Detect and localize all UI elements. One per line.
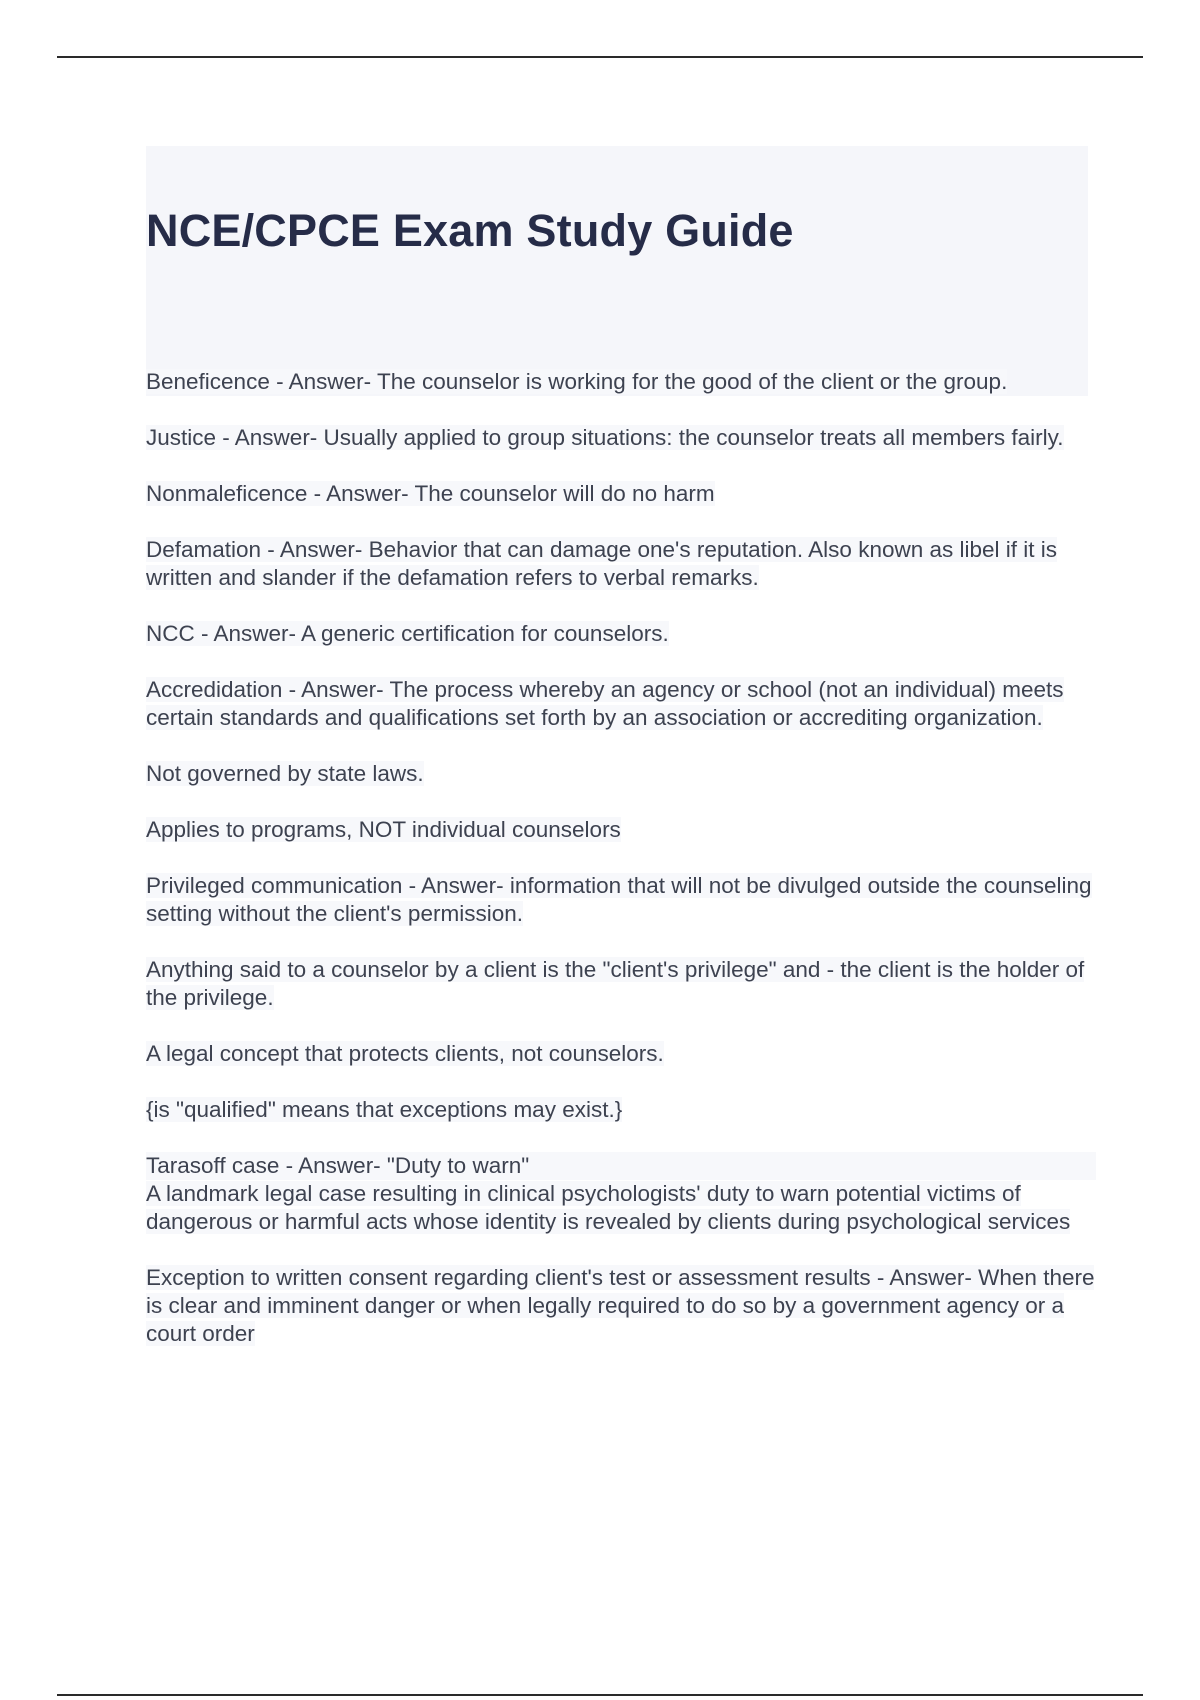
title-band [146,146,1088,396]
entry-applies-to-programs [146,816,1096,844]
entry-text: Accredidation - Answer- The process whereby an agency or school (not an individual) meets certain standards and qualifications set forth by an association or accrediting organization. [146,677,1064,730]
entry-tarasoff [146,1152,1096,1236]
entry-text: Applies to programs, NOT individual counselors [146,817,621,842]
entry-beneficence [146,368,1096,396]
entry-text: Privileged communication - Answer- information that will not be divulged outside the counseling setting without the client's permission. [146,873,1092,926]
entry-qualified [146,1096,1096,1124]
page-title: NCE/CPCE Exam Study Guide [146,205,794,256]
entry-text: Justice - Answer- Usually applied to group situations: the counselor treats all members fairly. [146,425,1064,450]
entry-defamation [146,536,1096,592]
bottom-divider [57,1694,1143,1696]
entry-text: Exception to written consent regarding client's test or assessment results - Answer- When there is clear and imminent danger or when legally required to do so by a government agency or a court order [146,1265,1095,1346]
entry-text: A landmark legal case resulting in clinical psychologists' duty to warn potential victims of dangerous or harmful acts whose identity is revealed by clients during psychological services [146,1181,1071,1234]
entry-text: NCC - Answer- A generic certification for counselors. [146,621,669,646]
entry-nonmaleficence [146,480,1096,508]
entry-legal-concept [146,1040,1096,1068]
entry-text: Nonmaleficence - Answer- The counselor will do no harm [146,481,715,506]
entry-text: Not governed by state laws. [146,761,424,786]
entry-accreditation [146,676,1096,732]
entry-heading: Tarasoff case - Answer- "Duty to warn" [146,1152,1096,1180]
entry-client-privilege [146,956,1096,1012]
entry-text: Beneficence - Answer- The counselor is working for the good of the client or the group. [146,369,1008,394]
top-divider [57,56,1143,58]
entry-text: {is "qualified" means that exceptions may exist.} [146,1097,623,1122]
study-entries [146,368,1096,1376]
entry-ncc [146,620,1096,648]
entry-state-laws [146,760,1096,788]
entry-privileged-communication [146,872,1096,928]
entry-text: A legal concept that protects clients, not counselors. [146,1041,664,1066]
entry-justice [146,424,1096,452]
entry-text: Anything said to a counselor by a client is the "client's privilege" and - the client is the holder of the privilege. [146,957,1085,1010]
entry-text: Defamation - Answer- Behavior that can damage one's reputation. Also known as libel if it is written and slander if the defamation refers to verbal remarks. [146,537,1058,590]
entry-written-consent-exception [146,1264,1096,1348]
